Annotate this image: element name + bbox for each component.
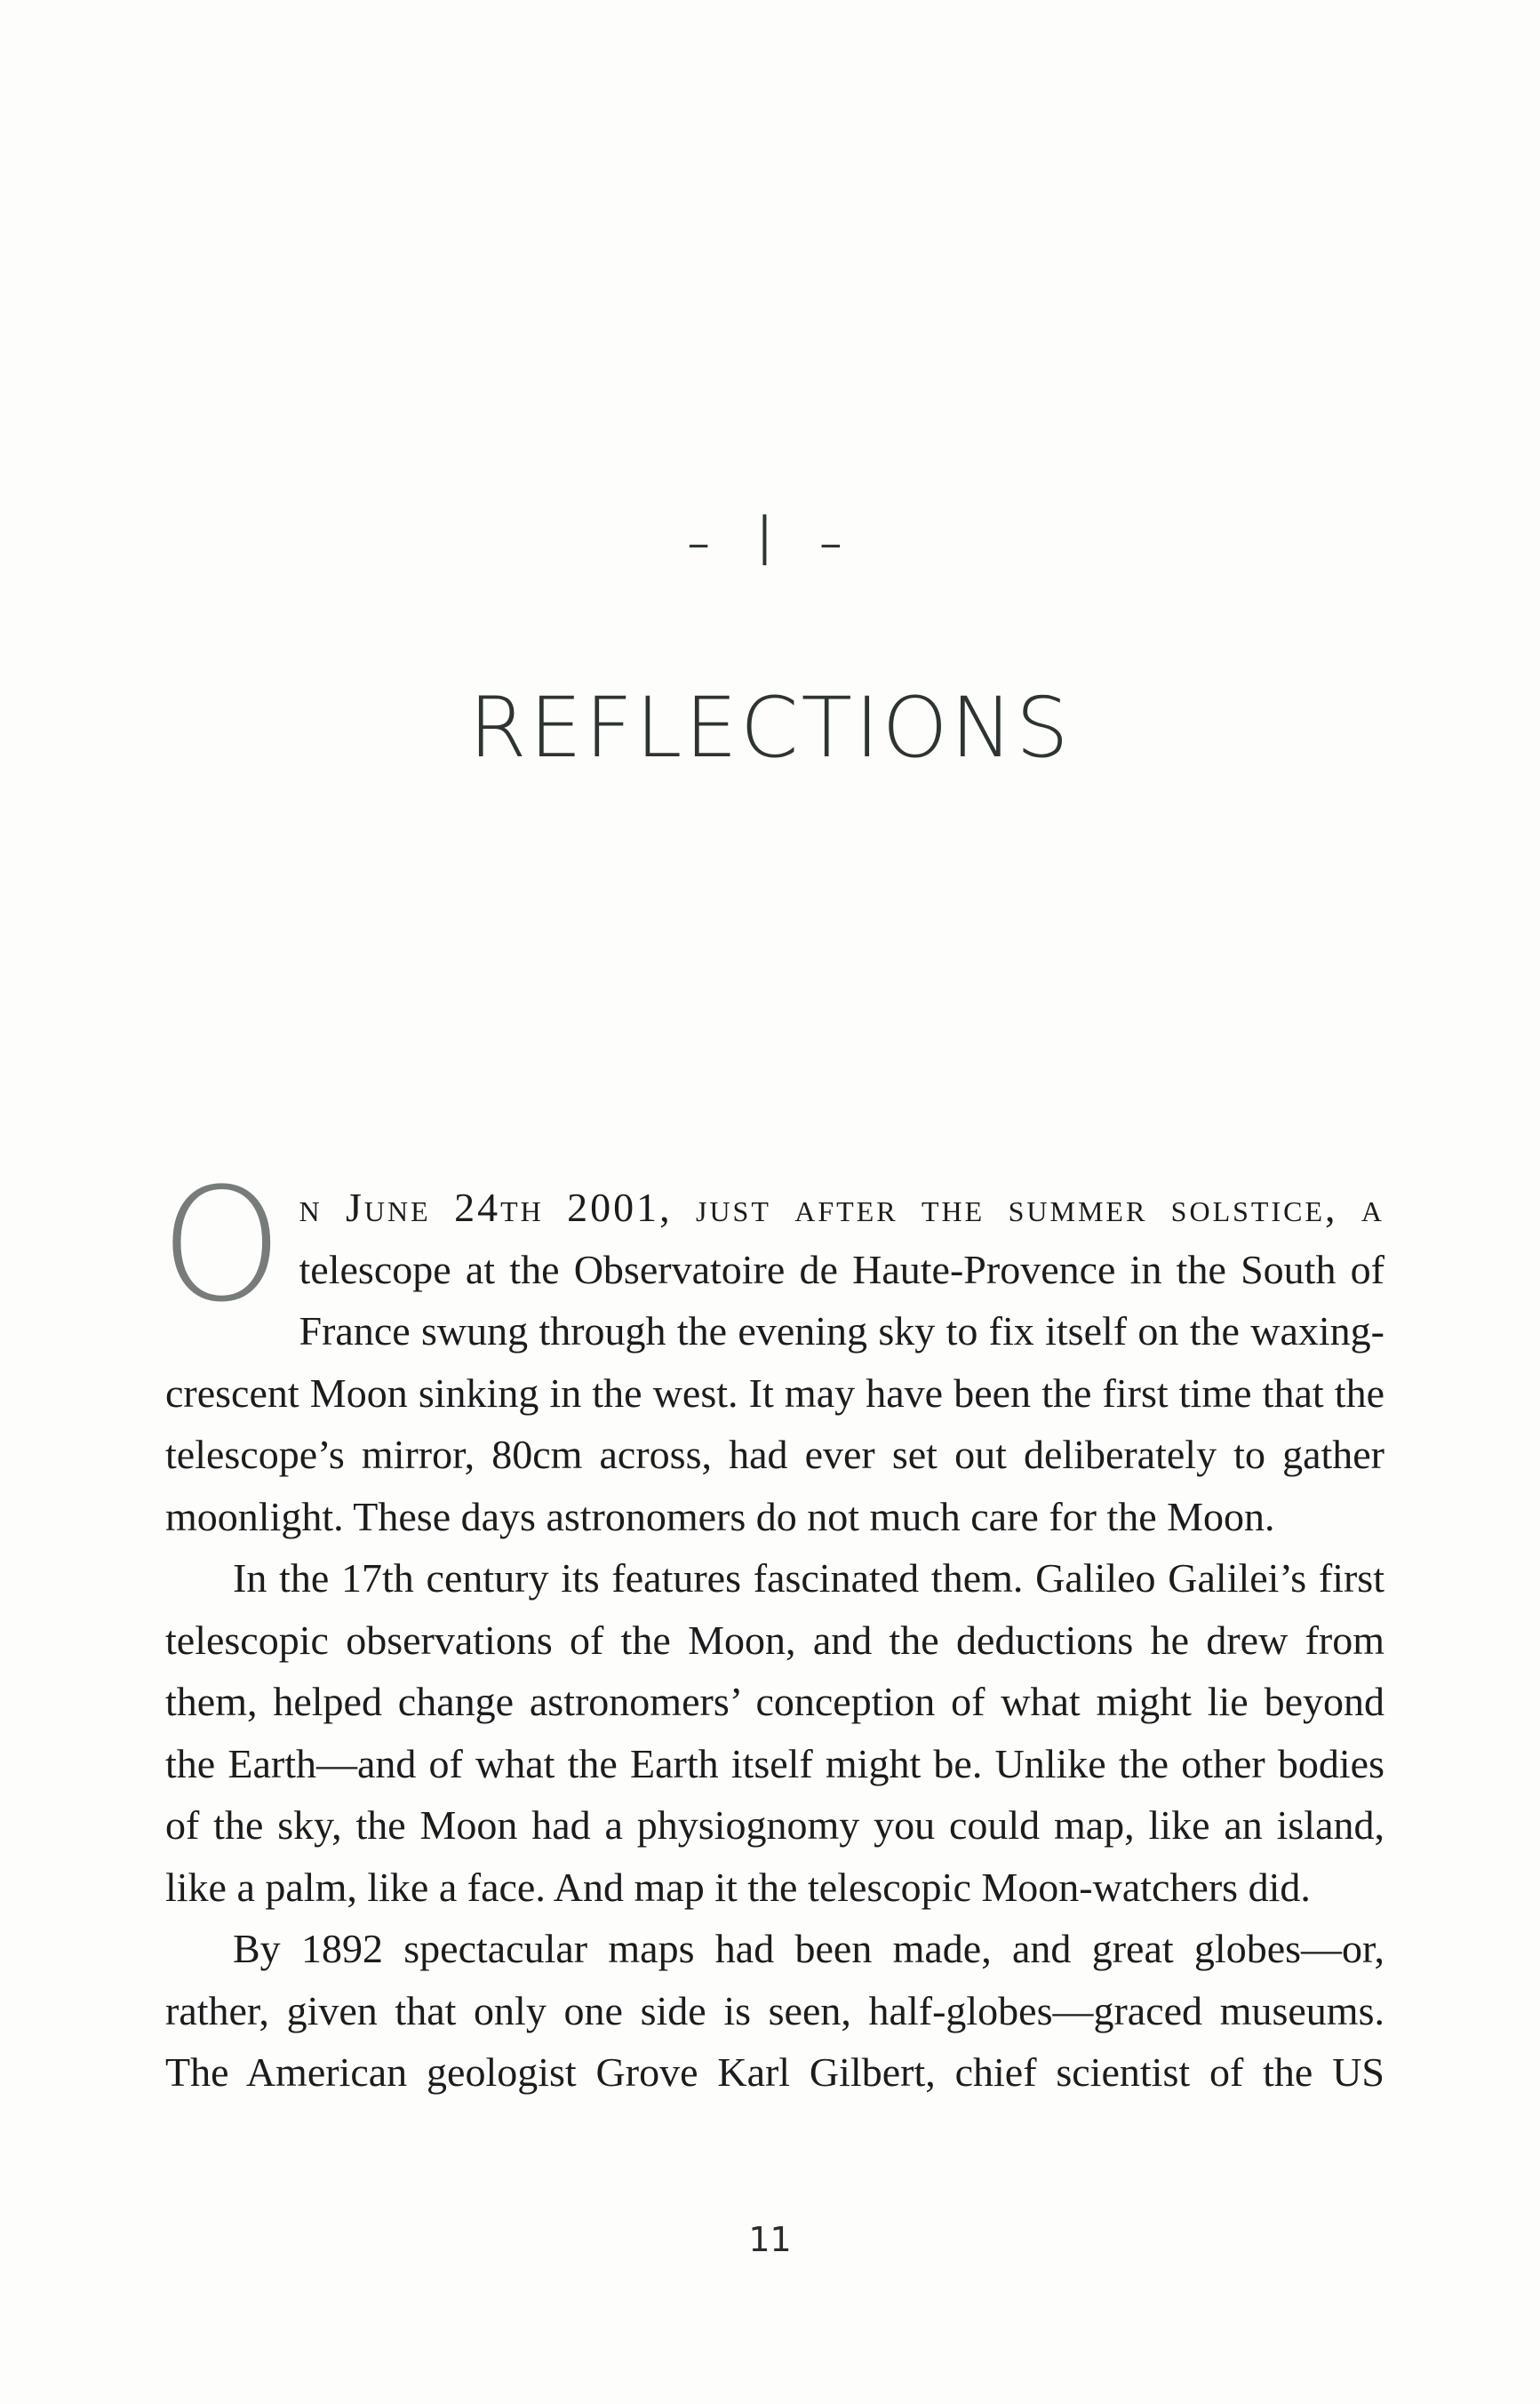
paragraph-1-text: telescope at the Observatoire de Haute-Provence in the South of France swung through the evening sky to fix itself on the waxing-crescent Moon sinking in the west. It may have been the first time that the telescope’s mirror, 80cm across, had ever set out deliberately to gather moonlight. These days astronomers do not much care for the Moon. [165, 1246, 1384, 1539]
lead-in-smallcaps: n June 24th 2001, just after the summer solstice, a [299, 1185, 1384, 1230]
chapter-title: REFLECTIONS [468, 680, 1072, 777]
paragraph-3: By 1892 spectacular maps had been made, and great globes—or, rather, given that only one side is seen, half-globes—graced museums. The American geologist Grove Karl Gilbert, chief scientist of the US [165, 1926, 1384, 2095]
page-number: 11 [748, 2220, 792, 2259]
body-text [160, 1154, 1384, 2104]
paragraph-1 [160, 1154, 1384, 1547]
paragraph-2: In the 17th century its features fascinated them. Galileo Galilei’s first telescopic observations of the Moon, and the deductions he drew from them, helped change astronomers’ conception of what might lie beyond the Earth—and of what the Earth itself might be. Unlike the other bodies of the sky, the Moon had a physiognomy you could map, like an island, like a palm, like a face. And map it the telescopic Moon-watchers did. [165, 1555, 1384, 1910]
chapter-number: - I - [686, 502, 854, 582]
drop-cap: O [160, 1154, 283, 1337]
